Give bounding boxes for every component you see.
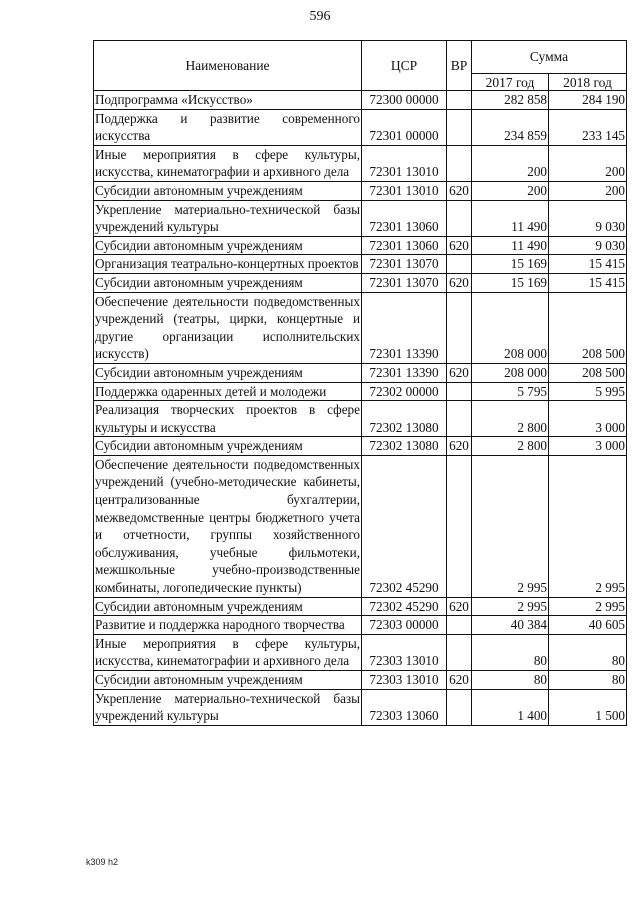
cell-name: Субсидии автономным учреждениям bbox=[94, 273, 362, 292]
cell-2018: 9 030 bbox=[549, 200, 627, 236]
table-row bbox=[94, 616, 627, 635]
cell-vr bbox=[447, 145, 472, 181]
cell-2018: 3 000 bbox=[549, 401, 627, 437]
cell-csr: 72302 00000 bbox=[362, 382, 447, 401]
table-row bbox=[94, 181, 627, 200]
cell-csr: 72301 13060 bbox=[362, 200, 447, 236]
cell-vr bbox=[447, 455, 472, 597]
cell-vr: 620 bbox=[447, 363, 472, 382]
cell-csr: 72301 13060 bbox=[362, 236, 447, 255]
cell-2018: 40 605 bbox=[549, 616, 627, 635]
cell-vr: 620 bbox=[447, 181, 472, 200]
cell-2017: 234 859 bbox=[472, 109, 549, 145]
cell-csr: 72303 13060 bbox=[362, 689, 447, 725]
cell-2017: 208 000 bbox=[472, 292, 549, 363]
table-row bbox=[94, 91, 627, 110]
cell-csr: 72301 00000 bbox=[362, 109, 447, 145]
cell-2017: 80 bbox=[472, 634, 549, 670]
cell-csr: 72302 45290 bbox=[362, 455, 447, 597]
cell-name: Иные мероприятия в сфере культуры, искусства, кинематографии и архивного дела bbox=[94, 634, 362, 670]
table-row bbox=[94, 597, 627, 616]
cell-csr: 72301 13390 bbox=[362, 363, 447, 382]
cell-name: Субсидии автономным учреждениям bbox=[94, 437, 362, 456]
table-row bbox=[94, 236, 627, 255]
table-row bbox=[94, 145, 627, 181]
table-row bbox=[94, 273, 627, 292]
cell-vr bbox=[447, 689, 472, 725]
cell-2017: 11 490 bbox=[472, 236, 549, 255]
cell-vr bbox=[447, 616, 472, 635]
cell-2018: 5 995 bbox=[549, 382, 627, 401]
cell-name: Иные мероприятия в сфере культуры, искусства, кинематографии и архивного дела bbox=[94, 145, 362, 181]
table-row bbox=[94, 255, 627, 274]
cell-csr: 72302 45290 bbox=[362, 597, 447, 616]
cell-2018: 3 000 bbox=[549, 437, 627, 456]
table-row bbox=[94, 401, 627, 437]
cell-name: Субсидии автономным учреждениям bbox=[94, 597, 362, 616]
cell-vr: 620 bbox=[447, 671, 472, 690]
cell-2017: 80 bbox=[472, 671, 549, 690]
cell-2018: 15 415 bbox=[549, 273, 627, 292]
cell-2018: 208 500 bbox=[549, 363, 627, 382]
cell-csr: 72303 00000 bbox=[362, 616, 447, 635]
cell-vr bbox=[447, 382, 472, 401]
table-row bbox=[94, 437, 627, 456]
cell-csr: 72300 00000 bbox=[362, 91, 447, 110]
header-name: Наименование bbox=[94, 41, 362, 91]
cell-2017: 40 384 bbox=[472, 616, 549, 635]
cell-vr bbox=[447, 634, 472, 670]
cell-2018: 80 bbox=[549, 634, 627, 670]
header-csr: ЦСР bbox=[362, 41, 447, 91]
table-row bbox=[94, 455, 627, 597]
cell-csr: 72301 13070 bbox=[362, 273, 447, 292]
cell-2018: 200 bbox=[549, 145, 627, 181]
cell-vr bbox=[447, 401, 472, 437]
cell-2017: 15 169 bbox=[472, 255, 549, 274]
cell-vr: 620 bbox=[447, 236, 472, 255]
cell-csr: 72301 13390 bbox=[362, 292, 447, 363]
cell-csr: 72302 13080 bbox=[362, 437, 447, 456]
cell-csr: 72303 13010 bbox=[362, 634, 447, 670]
table-row bbox=[94, 382, 627, 401]
cell-csr: 72301 13010 bbox=[362, 145, 447, 181]
cell-2017: 282 858 bbox=[472, 91, 549, 110]
cell-2018: 15 415 bbox=[549, 255, 627, 274]
cell-name: Организация театрально-концертных проектов bbox=[94, 255, 362, 274]
cell-csr: 72303 13010 bbox=[362, 671, 447, 690]
cell-2017: 2 995 bbox=[472, 597, 549, 616]
cell-2018: 9 030 bbox=[549, 236, 627, 255]
header-year-2018: 2018 год bbox=[549, 74, 627, 91]
cell-2017: 15 169 bbox=[472, 273, 549, 292]
cell-2017: 2 995 bbox=[472, 455, 549, 597]
header-vr: ВР bbox=[447, 41, 472, 91]
cell-2018: 200 bbox=[549, 181, 627, 200]
cell-name: Субсидии автономным учреждениям bbox=[94, 236, 362, 255]
cell-vr: 620 bbox=[447, 597, 472, 616]
cell-vr bbox=[447, 292, 472, 363]
cell-name: Обеспечение деятельности подведомственных учреждений (театры, цирки, концертные и другие организации исполнительских искусств) bbox=[94, 292, 362, 363]
cell-2017: 1 400 bbox=[472, 689, 549, 725]
cell-csr: 72302 13080 bbox=[362, 401, 447, 437]
budget-table bbox=[93, 40, 627, 726]
cell-vr bbox=[447, 200, 472, 236]
table-row bbox=[94, 634, 627, 670]
cell-name: Субсидии автономным учреждениям bbox=[94, 181, 362, 200]
cell-2017: 2 800 bbox=[472, 401, 549, 437]
cell-2018: 233 145 bbox=[549, 109, 627, 145]
table-row bbox=[94, 109, 627, 145]
cell-name: Субсидии автономным учреждениям bbox=[94, 363, 362, 382]
footer-code: k309 h2 bbox=[86, 857, 119, 867]
table-body bbox=[94, 91, 627, 726]
cell-name: Реализация творческих проектов в сфере культуры и искусства bbox=[94, 401, 362, 437]
cell-2018: 80 bbox=[549, 671, 627, 690]
page-number: 596 bbox=[309, 9, 331, 24]
cell-vr bbox=[447, 109, 472, 145]
cell-csr: 72301 13010 bbox=[362, 181, 447, 200]
cell-2017: 200 bbox=[472, 145, 549, 181]
header-year-2017: 2017 год bbox=[472, 74, 549, 91]
cell-vr: 620 bbox=[447, 273, 472, 292]
cell-2018: 2 995 bbox=[549, 455, 627, 597]
cell-name: Укрепление материально-технической базы учреждений культуры bbox=[94, 689, 362, 725]
cell-2017: 2 800 bbox=[472, 437, 549, 456]
header-sum: Сумма bbox=[472, 41, 627, 74]
cell-vr: 620 bbox=[447, 437, 472, 456]
cell-name: Субсидии автономным учреждениям bbox=[94, 671, 362, 690]
cell-vr bbox=[447, 91, 472, 110]
cell-2017: 11 490 bbox=[472, 200, 549, 236]
table-row bbox=[94, 200, 627, 236]
cell-name: Развитие и поддержка народного творчества bbox=[94, 616, 362, 635]
cell-name: Подпрограмма «Искусство» bbox=[94, 91, 362, 110]
cell-vr bbox=[447, 255, 472, 274]
cell-csr: 72301 13070 bbox=[362, 255, 447, 274]
table-row bbox=[94, 363, 627, 382]
cell-name: Поддержка одаренных детей и молодежи bbox=[94, 382, 362, 401]
cell-2017: 208 000 bbox=[472, 363, 549, 382]
table-row bbox=[94, 689, 627, 725]
table-row bbox=[94, 671, 627, 690]
cell-2018: 284 190 bbox=[549, 91, 627, 110]
cell-2017: 5 795 bbox=[472, 382, 549, 401]
cell-name: Укрепление материально-технической базы учреждений культуры bbox=[94, 200, 362, 236]
cell-2018: 2 995 bbox=[549, 597, 627, 616]
cell-name: Поддержка и развитие современного искусства bbox=[94, 109, 362, 145]
cell-2018: 208 500 bbox=[549, 292, 627, 363]
cell-name: Обеспечение деятельности подведомственных учреждений (учебно-методические кабинеты, централизованные бухгалтерии, межведомственные центры бюджетного учета и отчетности, группы хозяйственного обслуживания, учебные фильмотеки, межшкольные учебно-производственные комбинаты, логопедические пункты) bbox=[94, 455, 362, 597]
table-row bbox=[94, 292, 627, 363]
cell-2018: 1 500 bbox=[549, 689, 627, 725]
cell-2017: 200 bbox=[472, 181, 549, 200]
